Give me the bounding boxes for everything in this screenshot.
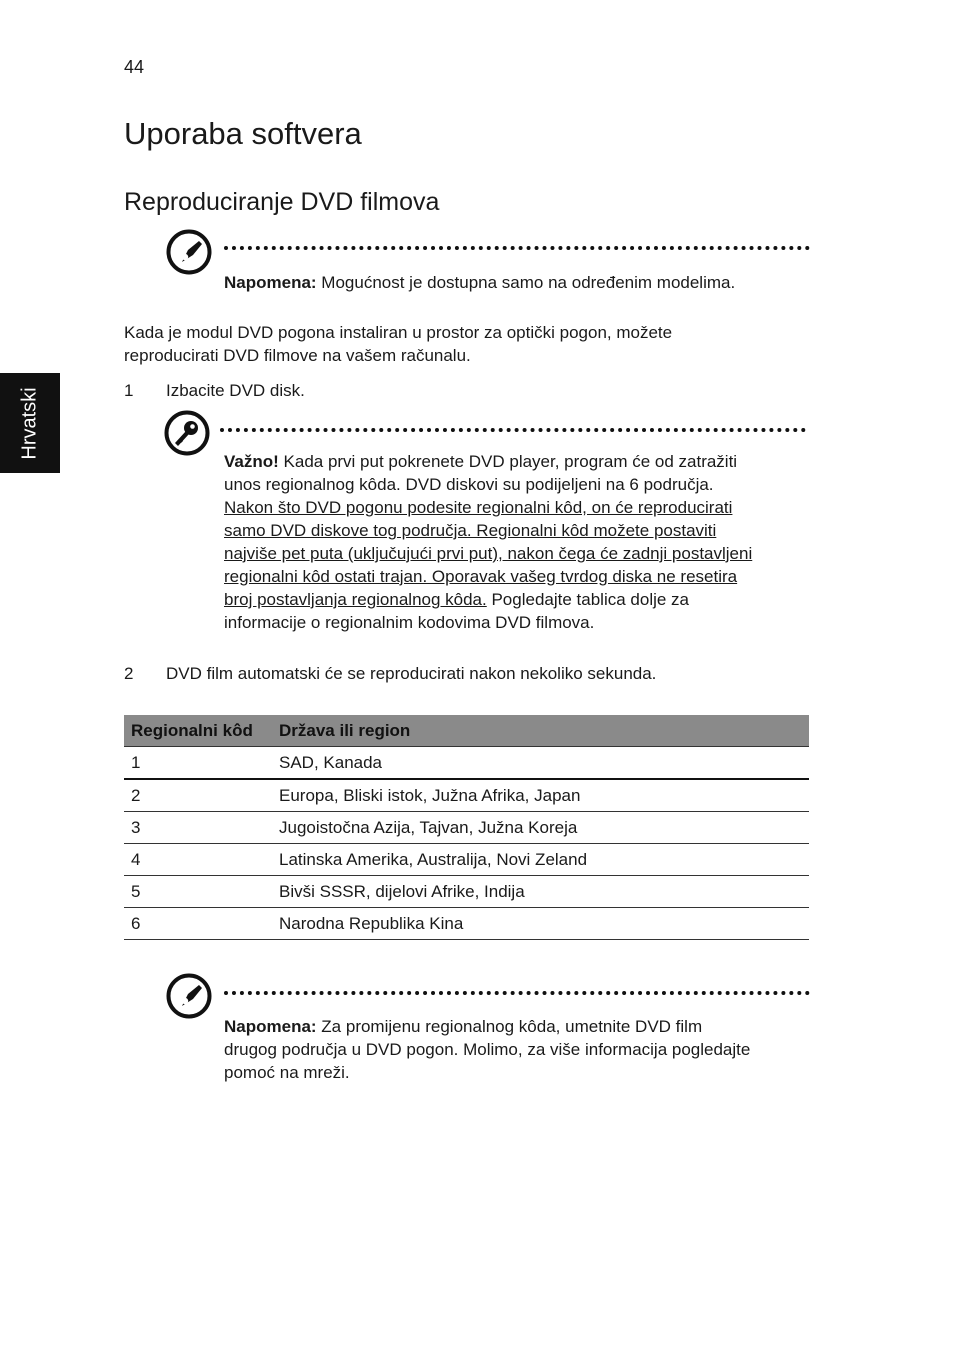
region-code-table <box>124 715 809 940</box>
note-body: pomoć na mreži. <box>224 1063 350 1082</box>
page-title: Uporaba softvera <box>124 116 362 151</box>
table-row <box>124 812 809 844</box>
table-cell: Jugoistočna Azija, Tajvan, Južna Koreja <box>272 812 809 844</box>
intro-line: Kada je modul DVD pogona instaliran u prostor za optički pogon, možete <box>124 323 673 342</box>
table-header-row <box>124 715 809 747</box>
section-title: Reproduciranje DVD filmova <box>124 188 440 216</box>
table-header-cell: Regionalni kôd <box>124 715 272 747</box>
table-row <box>124 779 809 812</box>
note-divider <box>224 246 810 250</box>
step-number: 2 <box>124 664 134 683</box>
table-cell: 6 <box>124 908 272 940</box>
table-row <box>124 876 809 908</box>
table-header-cell: Država ili region <box>272 715 809 747</box>
note-body: Za promijenu regionalnog kôda, umetnite DVD film <box>316 1017 703 1036</box>
important-divider <box>220 428 806 432</box>
important-label: Važno! <box>224 452 279 471</box>
table-cell: Europa, Bliski istok, Južna Afrika, Japan <box>272 779 809 812</box>
page-number: 44 <box>124 57 145 77</box>
table-cell: 3 <box>124 812 272 844</box>
important-underlined-line: broj postavljanja regionalnog kôda. <box>224 590 487 609</box>
language-side-tab-label: Hrvatski <box>18 386 41 460</box>
note-divider <box>224 991 810 995</box>
note-body: drugog područja u DVD pogon. Molimo, za više informacija pogledajte <box>224 1040 751 1059</box>
important-text <box>224 450 814 634</box>
note-label: Napomena: <box>224 1017 317 1036</box>
important-line: Pogledajte tablica dolje za <box>486 590 689 609</box>
table-cell: Bivši SSSR, dijelovi Afrike, Indija <box>272 876 809 908</box>
important-underlined-line: Nakon što DVD pogonu podesite regionalni kôd, on će reproducirati <box>224 498 733 517</box>
table-cell: 2 <box>124 779 272 812</box>
step-number: 1 <box>124 381 134 400</box>
pencil-note-icon <box>166 229 212 275</box>
intro-line: reproducirati DVD filmove na vašem računalu. <box>124 346 471 365</box>
table-row <box>124 747 809 780</box>
important-line: Kada prvi put pokrenete DVD player, program će od zatražiti <box>278 452 738 471</box>
table-cell: 1 <box>124 747 272 780</box>
table-row <box>124 908 809 940</box>
important-underlined-line: regionalni kôd ostati trajan. Oporavak vašeg tvrdog diska ne resetira <box>224 567 738 586</box>
table-cell: Narodna Republika Kina <box>272 908 809 940</box>
table-cell: Latinska Amerika, Australija, Novi Zeland <box>272 844 809 876</box>
important-line: informacije o regionalnim kodovima DVD filmova. <box>224 613 595 632</box>
intro-paragraph <box>124 321 814 367</box>
note-label: Napomena: <box>224 273 317 292</box>
note-text <box>224 271 814 294</box>
important-underlined-line: najviše pet puta (uključujući prvi put), nakon čega će zadnji postavljeni <box>224 544 753 563</box>
important-underlined-line: samo DVD diskove tog područja. Regionalni kôd možete postaviti <box>224 521 717 540</box>
note-text <box>224 1015 814 1084</box>
key-icon <box>164 410 210 456</box>
table-cell: SAD, Kanada <box>272 747 809 780</box>
table-cell: 5 <box>124 876 272 908</box>
step-text: Izbacite DVD disk. <box>166 381 305 400</box>
language-side-tab <box>0 373 60 473</box>
important-line: unos regionalnog kôda. DVD diskovi su podijeljeni na 6 područja. <box>224 475 714 494</box>
step-text: DVD film automatski će se reproducirati nakon nekoliko sekunda. <box>166 664 657 683</box>
table-row <box>124 844 809 876</box>
note-body: Mogućnost je dostupna samo na određenim modelima. <box>316 273 736 292</box>
table-cell: 4 <box>124 844 272 876</box>
pencil-note-icon <box>166 973 212 1019</box>
